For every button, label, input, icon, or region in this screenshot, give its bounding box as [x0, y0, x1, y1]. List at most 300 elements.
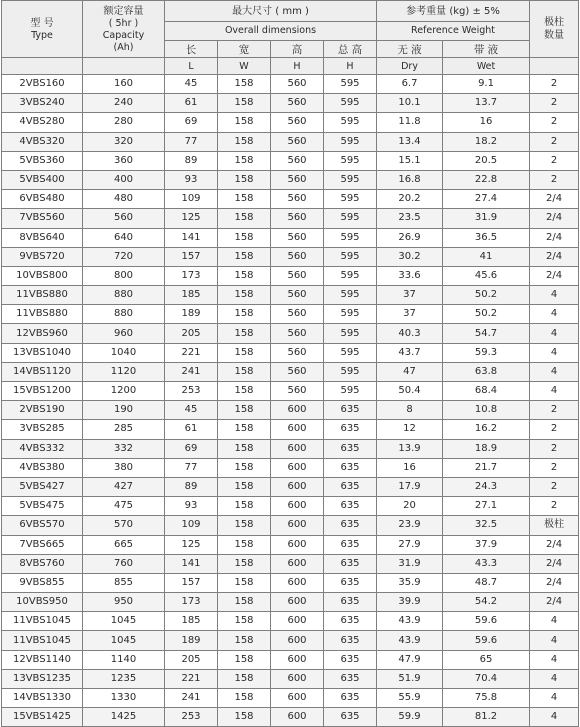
poles-cell: 2/4 — [530, 247, 579, 266]
height-cell: 560 — [271, 170, 324, 189]
width-cell: 158 — [218, 382, 271, 401]
wet-weight-cell: 27.4 — [443, 190, 530, 209]
total-height-cell: 635 — [324, 650, 377, 669]
poles-cell: 4 — [530, 324, 579, 343]
length-cell: 45 — [165, 75, 218, 94]
dry-header-en: Dry — [377, 58, 443, 75]
total-height-cell: 635 — [324, 708, 377, 727]
capacity-cell: 400 — [83, 170, 165, 189]
length-cell: 221 — [165, 669, 218, 688]
type-header-en: Type — [31, 29, 53, 41]
capacity-cell: 665 — [83, 535, 165, 554]
length-cell: 173 — [165, 593, 218, 612]
type-header-spacer — [2, 58, 83, 75]
poles-header-cn2: 数量 — [544, 30, 565, 41]
height-cell: 600 — [271, 689, 324, 708]
height-cell: 600 — [271, 477, 324, 496]
height-cell: 600 — [271, 497, 324, 516]
poles-cell: 2/4 — [530, 535, 579, 554]
dry-weight-cell: 59.9 — [377, 708, 443, 727]
height-cell: 560 — [271, 305, 324, 324]
width-cell: 158 — [218, 209, 271, 228]
length-cell: 93 — [165, 170, 218, 189]
capacity-header-en: Capacity — [102, 29, 145, 41]
dimensions-header — [165, 1, 377, 22]
capacity-cell: 1120 — [83, 362, 165, 381]
poles-cell: 4 — [530, 631, 579, 650]
capacity-cell: 160 — [83, 75, 165, 94]
width-cell: 158 — [218, 458, 271, 477]
height-cell: 560 — [271, 286, 324, 305]
poles-cell: 2 — [530, 401, 579, 420]
battery-spec-table — [1, 0, 579, 727]
table-row — [2, 247, 579, 266]
height-cell: 600 — [271, 554, 324, 573]
total-height-cell: 595 — [324, 324, 377, 343]
poles-cell: 2 — [530, 75, 579, 94]
capacity-cell: 1045 — [83, 612, 165, 631]
capacity-cell: 480 — [83, 190, 165, 209]
dry-weight-cell: 40.3 — [377, 324, 443, 343]
height-cell: 600 — [271, 420, 324, 439]
poles-cell: 2 — [530, 151, 579, 170]
capacity-cell: 960 — [83, 324, 165, 343]
wet-weight-cell: 10.8 — [443, 401, 530, 420]
wet-weight-cell: 54.7 — [443, 324, 530, 343]
table-row — [2, 151, 579, 170]
height-cell: 560 — [271, 247, 324, 266]
height-cell: 600 — [271, 708, 324, 727]
type-cell: 5VBS360 — [2, 151, 83, 170]
type-cell: 7VBS560 — [2, 209, 83, 228]
dry-header-cn: 无 液 — [377, 41, 443, 58]
width-cell: 158 — [218, 113, 271, 132]
wet-weight-cell: 21.7 — [443, 458, 530, 477]
dry-weight-cell: 43.7 — [377, 343, 443, 362]
table-row — [2, 554, 579, 573]
dry-weight-cell: 16 — [377, 458, 443, 477]
total-height-cell: 595 — [324, 132, 377, 151]
poles-cell: 4 — [530, 612, 579, 631]
width-cell: 158 — [218, 401, 271, 420]
dry-weight-cell: 20 — [377, 497, 443, 516]
type-cell: 12VBS1140 — [2, 650, 83, 669]
table-row — [2, 228, 579, 247]
wet-weight-cell: 18.9 — [443, 439, 530, 458]
type-cell: 4VBS280 — [2, 113, 83, 132]
wet-weight-cell: 13.7 — [443, 94, 530, 113]
total-height-cell: 595 — [324, 286, 377, 305]
dry-weight-cell: 47 — [377, 362, 443, 381]
poles-cell: 4 — [530, 382, 579, 401]
table-row — [2, 113, 579, 132]
dry-weight-cell: 37 — [377, 305, 443, 324]
total-height-cell: 635 — [324, 401, 377, 420]
type-cell: 11VBS1045 — [2, 612, 83, 631]
height-cell: 560 — [271, 228, 324, 247]
capacity-cell: 1040 — [83, 343, 165, 362]
length-cell: 61 — [165, 94, 218, 113]
type-cell: 11VBS880 — [2, 286, 83, 305]
dry-weight-cell: 10.1 — [377, 94, 443, 113]
table-row — [2, 362, 579, 381]
length-cell: 69 — [165, 113, 218, 132]
width-cell: 158 — [218, 650, 271, 669]
capacity-cell: 360 — [83, 151, 165, 170]
total-height-cell: 635 — [324, 593, 377, 612]
capacity-cell: 332 — [83, 439, 165, 458]
wet-weight-cell: 9.1 — [443, 75, 530, 94]
height-cell: 600 — [271, 458, 324, 477]
dimensions-header-en: Overall dimensions — [224, 25, 317, 36]
dry-weight-cell: 43.9 — [377, 631, 443, 650]
wet-weight-cell: 50.2 — [443, 305, 530, 324]
dry-weight-cell: 51.9 — [377, 669, 443, 688]
length-cell: 141 — [165, 228, 218, 247]
wet-weight-cell: 59.6 — [443, 612, 530, 631]
poles-cell: 4 — [530, 708, 579, 727]
height-cell: 560 — [271, 324, 324, 343]
length-cell: 185 — [165, 286, 218, 305]
dry-weight-cell: 13.9 — [377, 439, 443, 458]
poles-cell: 4 — [530, 343, 579, 362]
poles-cell: 4 — [530, 305, 579, 324]
wet-weight-cell: 22.8 — [443, 170, 530, 189]
type-cell: 8VBS760 — [2, 554, 83, 573]
capacity-header-unit: (Ah) — [113, 41, 134, 53]
dry-weight-cell: 16.8 — [377, 170, 443, 189]
type-cell: 3VBS240 — [2, 94, 83, 113]
capacity-cell: 475 — [83, 497, 165, 516]
wet-weight-cell: 24.3 — [443, 477, 530, 496]
type-cell: 6VBS480 — [2, 190, 83, 209]
type-cell: 5VBS427 — [2, 477, 83, 496]
capacity-cell: 560 — [83, 209, 165, 228]
total-height-cell: 595 — [324, 343, 377, 362]
height-cell: 560 — [271, 362, 324, 381]
dry-weight-cell: 55.9 — [377, 689, 443, 708]
poles-cell: 2/4 — [530, 573, 579, 592]
height-cell: 600 — [271, 573, 324, 592]
total-height-cell: 595 — [324, 228, 377, 247]
type-cell: 8VBS640 — [2, 228, 83, 247]
wet-weight-cell: 20.5 — [443, 151, 530, 170]
width-cell: 158 — [218, 132, 271, 151]
length-cell: 89 — [165, 477, 218, 496]
type-cell: 6VBS570 — [2, 516, 83, 535]
total-height-cell: 595 — [324, 382, 377, 401]
total-height-cell: 635 — [324, 458, 377, 477]
dry-weight-cell: 47.9 — [377, 650, 443, 669]
height-cell: 600 — [271, 612, 324, 631]
type-cell: 4VBS380 — [2, 458, 83, 477]
width-cell: 158 — [218, 420, 271, 439]
width-cell: 158 — [218, 362, 271, 381]
length-cell: 69 — [165, 439, 218, 458]
total-height-cell: 635 — [324, 554, 377, 573]
dry-weight-cell: 20.2 — [377, 190, 443, 209]
height-cell: 600 — [271, 669, 324, 688]
type-cell: 7VBS665 — [2, 535, 83, 554]
table-body — [2, 75, 579, 727]
dry-weight-cell: 17.9 — [377, 477, 443, 496]
capacity-cell: 570 — [83, 516, 165, 535]
capacity-cell: 1425 — [83, 708, 165, 727]
length-cell: 157 — [165, 573, 218, 592]
type-header-cn: 型 号 — [30, 17, 54, 29]
dry-weight-cell: 13.4 — [377, 132, 443, 151]
length-cell: 221 — [165, 343, 218, 362]
height-cell: 560 — [271, 382, 324, 401]
dry-weight-cell: 33.6 — [377, 266, 443, 285]
length-header-cn: 长 — [165, 41, 218, 58]
weight-header-en-cell — [377, 22, 530, 41]
table-row — [2, 75, 579, 94]
width-cell: 158 — [218, 689, 271, 708]
dry-weight-cell: 37 — [377, 286, 443, 305]
table-row — [2, 209, 579, 228]
poles-cell: 2 — [530, 477, 579, 496]
capacity-cell: 1200 — [83, 382, 165, 401]
table-row — [2, 401, 579, 420]
type-header — [2, 1, 83, 58]
length-cell: 45 — [165, 401, 218, 420]
wet-header-cn: 带 液 — [443, 41, 530, 58]
type-cell: 10VBS950 — [2, 593, 83, 612]
type-cell: 15VBS1425 — [2, 708, 83, 727]
wet-weight-cell: 59.6 — [443, 631, 530, 650]
length-cell: 241 — [165, 362, 218, 381]
capacity-cell: 280 — [83, 113, 165, 132]
capacity-cell: 855 — [83, 573, 165, 592]
total-height-cell: 595 — [324, 190, 377, 209]
dry-weight-cell: 27.9 — [377, 535, 443, 554]
length-cell: 241 — [165, 689, 218, 708]
wet-weight-cell: 81.2 — [443, 708, 530, 727]
wet-header-en: Wet — [443, 58, 530, 75]
width-cell: 158 — [218, 305, 271, 324]
width-cell: 158 — [218, 612, 271, 631]
length-cell: 157 — [165, 247, 218, 266]
poles-cell: 2/4 — [530, 209, 579, 228]
dry-weight-cell: 23.5 — [377, 209, 443, 228]
total-height-cell: 595 — [324, 151, 377, 170]
table-row — [2, 190, 579, 209]
poles-cell: 2/4 — [530, 190, 579, 209]
dry-weight-cell: 26.9 — [377, 228, 443, 247]
type-cell: 11VBS880 — [2, 305, 83, 324]
capacity-cell: 1330 — [83, 689, 165, 708]
dry-weight-cell: 50.4 — [377, 382, 443, 401]
capacity-cell: 720 — [83, 247, 165, 266]
width-cell: 158 — [218, 286, 271, 305]
capacity-header-rate: ( 5hr ) — [108, 17, 139, 29]
type-cell: 15VBS1200 — [2, 382, 83, 401]
dry-weight-cell: 15.1 — [377, 151, 443, 170]
height-cell: 600 — [271, 535, 324, 554]
height-cell: 600 — [271, 401, 324, 420]
wet-weight-cell: 65 — [443, 650, 530, 669]
dimensions-header-cn: 最大尺寸 ( mm ) — [232, 5, 309, 17]
capacity-cell: 320 — [83, 132, 165, 151]
dry-weight-cell: 31.9 — [377, 554, 443, 573]
length-cell: 189 — [165, 631, 218, 650]
total-height-header-cn: 总 高 — [324, 41, 377, 58]
length-cell: 189 — [165, 305, 218, 324]
width-cell: 158 — [218, 554, 271, 573]
wet-weight-cell: 54.2 — [443, 593, 530, 612]
poles-cell: 4 — [530, 362, 579, 381]
total-height-cell: 635 — [324, 689, 377, 708]
total-height-cell: 635 — [324, 439, 377, 458]
poles-header-spacer — [530, 58, 579, 75]
capacity-cell: 1045 — [83, 631, 165, 650]
poles-header-cn: 极柱 — [544, 17, 565, 28]
poles-cell: 2 — [530, 170, 579, 189]
dry-weight-cell: 39.9 — [377, 593, 443, 612]
total-height-cell: 635 — [324, 497, 377, 516]
dimensions-header-en-cell — [165, 22, 377, 41]
type-cell: 4VBS320 — [2, 132, 83, 151]
width-cell: 158 — [218, 497, 271, 516]
width-cell: 158 — [218, 516, 271, 535]
table-row — [2, 170, 579, 189]
width-cell: 158 — [218, 247, 271, 266]
height-header-cn: 高 — [271, 41, 324, 58]
length-cell: 93 — [165, 497, 218, 516]
total-height-cell: 635 — [324, 420, 377, 439]
wet-weight-cell: 32.5 — [443, 516, 530, 535]
width-cell: 158 — [218, 151, 271, 170]
capacity-header — [83, 1, 165, 58]
width-header-cn: 宽 — [218, 41, 271, 58]
table-row — [2, 305, 579, 324]
type-cell: 9VBS855 — [2, 573, 83, 592]
poles-cell: 4 — [530, 689, 579, 708]
weight-header-cn: 参考重量 (kg) ± 5% — [406, 5, 500, 17]
capacity-cell: 950 — [83, 593, 165, 612]
type-cell: 4VBS332 — [2, 439, 83, 458]
length-cell: 61 — [165, 420, 218, 439]
dry-weight-cell: 23.9 — [377, 516, 443, 535]
wet-weight-cell: 18.2 — [443, 132, 530, 151]
height-cell: 560 — [271, 151, 324, 170]
poles-cell: 2/4 — [530, 554, 579, 573]
capacity-cell: 240 — [83, 94, 165, 113]
table-row — [2, 343, 579, 362]
total-height-cell: 635 — [324, 631, 377, 650]
table-row — [2, 94, 579, 113]
table-row — [2, 382, 579, 401]
capacity-cell: 427 — [83, 477, 165, 496]
table-row — [2, 612, 579, 631]
poles-cell: 2/4 — [530, 266, 579, 285]
length-cell: 173 — [165, 266, 218, 285]
width-cell: 158 — [218, 343, 271, 362]
height-cell: 560 — [271, 190, 324, 209]
length-cell: 89 — [165, 151, 218, 170]
type-cell: 5VBS475 — [2, 497, 83, 516]
total-height-cell: 595 — [324, 266, 377, 285]
capacity-header-cn: 额定容量 — [103, 5, 144, 17]
dry-weight-cell: 8 — [377, 401, 443, 420]
wet-weight-cell: 48.7 — [443, 573, 530, 592]
capacity-header-spacer — [83, 58, 165, 75]
width-header-en: W — [218, 58, 271, 75]
total-height-cell: 635 — [324, 516, 377, 535]
poles-cell: 2/4 — [530, 228, 579, 247]
capacity-cell: 880 — [83, 286, 165, 305]
capacity-cell: 760 — [83, 554, 165, 573]
total-height-cell: 595 — [324, 247, 377, 266]
wet-weight-cell: 37.9 — [443, 535, 530, 554]
capacity-cell: 880 — [83, 305, 165, 324]
weight-header-en: Reference Weight — [411, 25, 495, 36]
wet-weight-cell: 41 — [443, 247, 530, 266]
wet-weight-cell: 45.6 — [443, 266, 530, 285]
poles-cell: 4 — [530, 650, 579, 669]
width-cell: 158 — [218, 228, 271, 247]
table-row — [2, 458, 579, 477]
width-cell: 158 — [218, 593, 271, 612]
total-height-cell: 595 — [324, 75, 377, 94]
capacity-cell: 1235 — [83, 669, 165, 688]
table-row — [2, 132, 579, 151]
poles-cell: 2 — [530, 113, 579, 132]
wet-weight-cell: 70.4 — [443, 669, 530, 688]
type-cell: 2VBS160 — [2, 75, 83, 94]
total-height-cell: 595 — [324, 94, 377, 113]
type-cell: 12VBS960 — [2, 324, 83, 343]
total-height-cell: 595 — [324, 305, 377, 324]
width-cell: 158 — [218, 94, 271, 113]
table-row — [2, 689, 579, 708]
height-cell: 560 — [271, 75, 324, 94]
length-cell: 109 — [165, 190, 218, 209]
capacity-cell: 640 — [83, 228, 165, 247]
poles-cell: 4 — [530, 669, 579, 688]
width-cell: 158 — [218, 573, 271, 592]
length-header-en: L — [165, 58, 218, 75]
table-row — [2, 669, 579, 688]
table-row — [2, 324, 579, 343]
width-cell: 158 — [218, 477, 271, 496]
height-cell: 560 — [271, 209, 324, 228]
type-cell: 13VBS1040 — [2, 343, 83, 362]
width-cell: 158 — [218, 439, 271, 458]
table-row — [2, 420, 579, 439]
type-cell: 10VBS800 — [2, 266, 83, 285]
type-cell: 9VBS720 — [2, 247, 83, 266]
width-cell: 158 — [218, 190, 271, 209]
width-cell: 158 — [218, 170, 271, 189]
wet-weight-cell: 68.4 — [443, 382, 530, 401]
height-header-en: H — [271, 58, 324, 75]
height-cell: 560 — [271, 132, 324, 151]
total-height-cell: 595 — [324, 170, 377, 189]
type-cell: 14VBS1120 — [2, 362, 83, 381]
capacity-cell: 190 — [83, 401, 165, 420]
capacity-cell: 380 — [83, 458, 165, 477]
poles-cell: 2 — [530, 94, 579, 113]
total-height-cell: 595 — [324, 209, 377, 228]
length-cell: 77 — [165, 132, 218, 151]
type-cell: 11VBS1045 — [2, 631, 83, 650]
type-cell: 5VBS400 — [2, 170, 83, 189]
wet-weight-cell: 59.3 — [443, 343, 530, 362]
type-cell: 13VBS1235 — [2, 669, 83, 688]
table-row — [2, 439, 579, 458]
